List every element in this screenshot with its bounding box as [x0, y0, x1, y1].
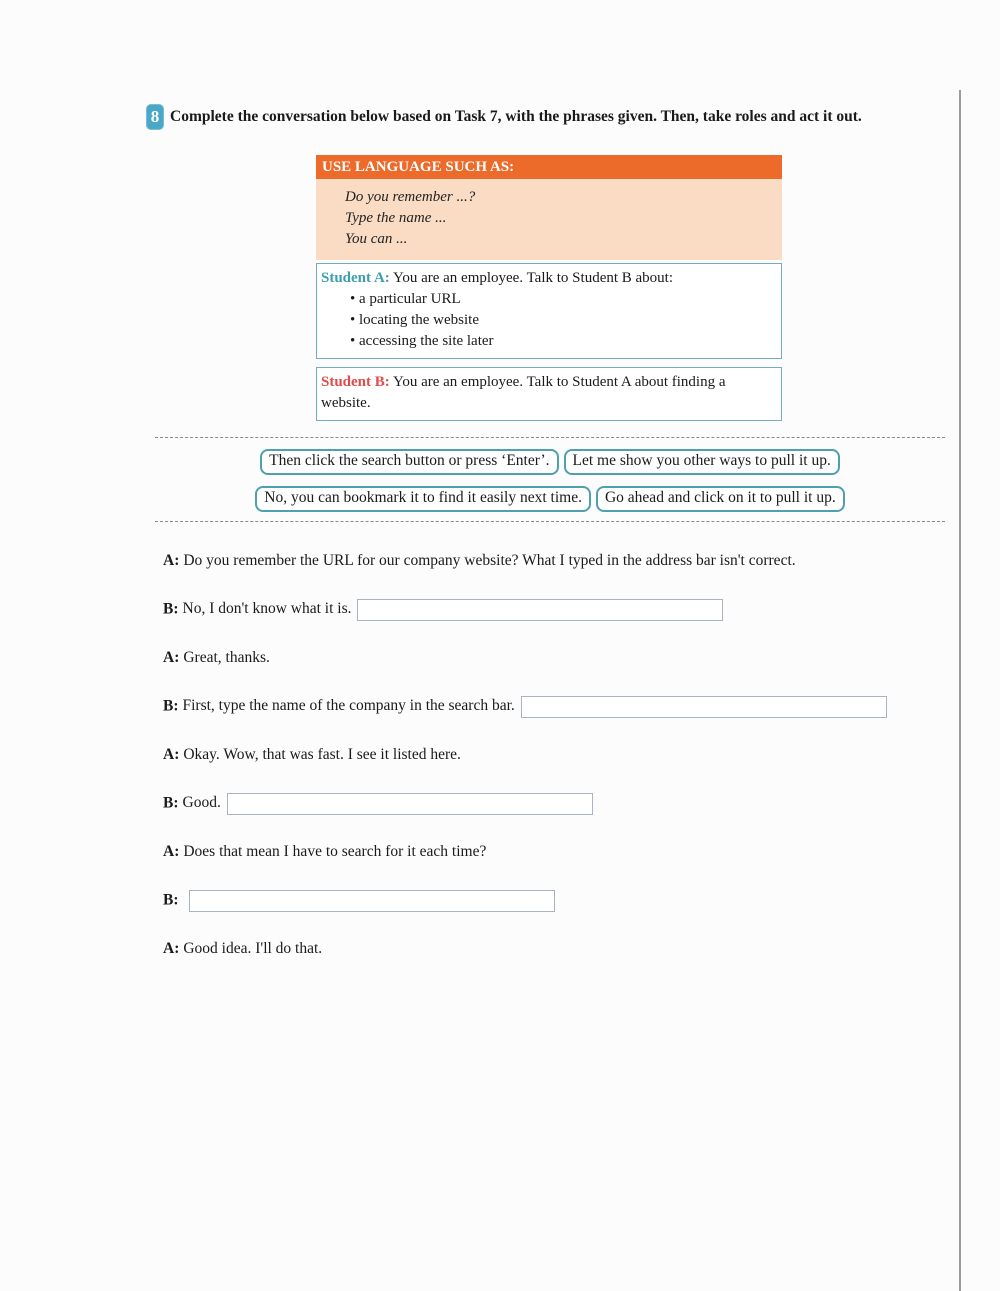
student-b-card [316, 367, 782, 421]
speaker-label: A: [163, 552, 180, 569]
answer-input-2[interactable] [521, 696, 887, 718]
speaker-label: B: [163, 891, 179, 909]
speaker-label: A: [163, 940, 180, 957]
task-number-badge: 8 [146, 104, 164, 130]
word-bank-bottom-divider [155, 521, 945, 522]
dialog-line [163, 793, 973, 815]
speaker-label: A: [163, 843, 180, 860]
speaker-label: A: [163, 746, 180, 763]
answer-input-4[interactable] [189, 890, 555, 912]
language-phrase: Do you remember ...? [345, 189, 476, 205]
dialog-line [163, 551, 973, 571]
dialog-line [163, 842, 973, 862]
use-language-header: USE LANGUAGE SUCH AS: [316, 155, 782, 179]
bullet-item: • locating the website [350, 310, 775, 331]
language-phrase: Type the name ... [345, 210, 447, 226]
dialog-line [163, 890, 973, 912]
speaker-label: A: [163, 649, 180, 666]
answer-input-1[interactable] [357, 599, 723, 621]
chip-row [155, 449, 945, 475]
student-b-label: Student B: [321, 374, 390, 390]
bullet-item: • a particular URL [350, 289, 775, 310]
student-a-label: Student A: [321, 270, 390, 286]
student-a-text: You are an employee. Talk to Student B about: [392, 270, 674, 286]
utterance: No, I don't know what it is. [182, 600, 352, 618]
language-phrase: You can ... [345, 231, 408, 247]
utterance: Do you remember the URL for our company website? What I typed in the address bar isn't correct. [183, 552, 796, 569]
utterance: Okay. Wow, that was fast. I see it listed here. [183, 746, 461, 763]
task-header [146, 104, 966, 130]
student-a-card [316, 263, 782, 359]
student-a-bullets [321, 289, 775, 352]
utterance: Good idea. I'll do that. [183, 940, 323, 957]
phrase-chip[interactable]: No, you can bookmark it to find it easily next time. [255, 486, 591, 512]
dialog-line [163, 939, 973, 959]
utterance: Does that mean I have to search for it each time? [183, 843, 487, 860]
phrase-chip[interactable]: Let me show you other ways to pull it up. [564, 449, 840, 475]
phrase-chip[interactable]: Then click the search button or press ‘Enter’. [260, 449, 558, 475]
speaker-label: B: [163, 697, 179, 715]
word-bank [155, 449, 945, 523]
task-instruction: Complete the conversation below based on Task 7, with the phrases given. Then, take roles and act it out. [170, 108, 862, 125]
answer-input-3[interactable] [227, 793, 593, 815]
use-language-box [316, 155, 782, 260]
student-b-text: You are an employee. Talk to Student A about finding a website. [321, 374, 726, 411]
utterance: Good. [182, 794, 221, 812]
chip-row [155, 486, 945, 512]
bullet-item: • accessing the site later [350, 331, 775, 352]
conversation [163, 551, 973, 987]
utterance: First, type the name of the company in the search bar. [182, 697, 515, 715]
utterance: Great, thanks. [183, 649, 270, 666]
dialog-line [163, 599, 973, 621]
phrase-chip[interactable]: Go ahead and click on it to pull it up. [596, 486, 845, 512]
speaker-label: B: [163, 794, 179, 812]
speaker-label: B: [163, 600, 179, 618]
dialog-line [163, 745, 973, 765]
use-language-body [316, 179, 782, 260]
dialog-line [163, 696, 973, 718]
word-bank-top-divider [155, 437, 945, 438]
dialog-line [163, 648, 973, 668]
